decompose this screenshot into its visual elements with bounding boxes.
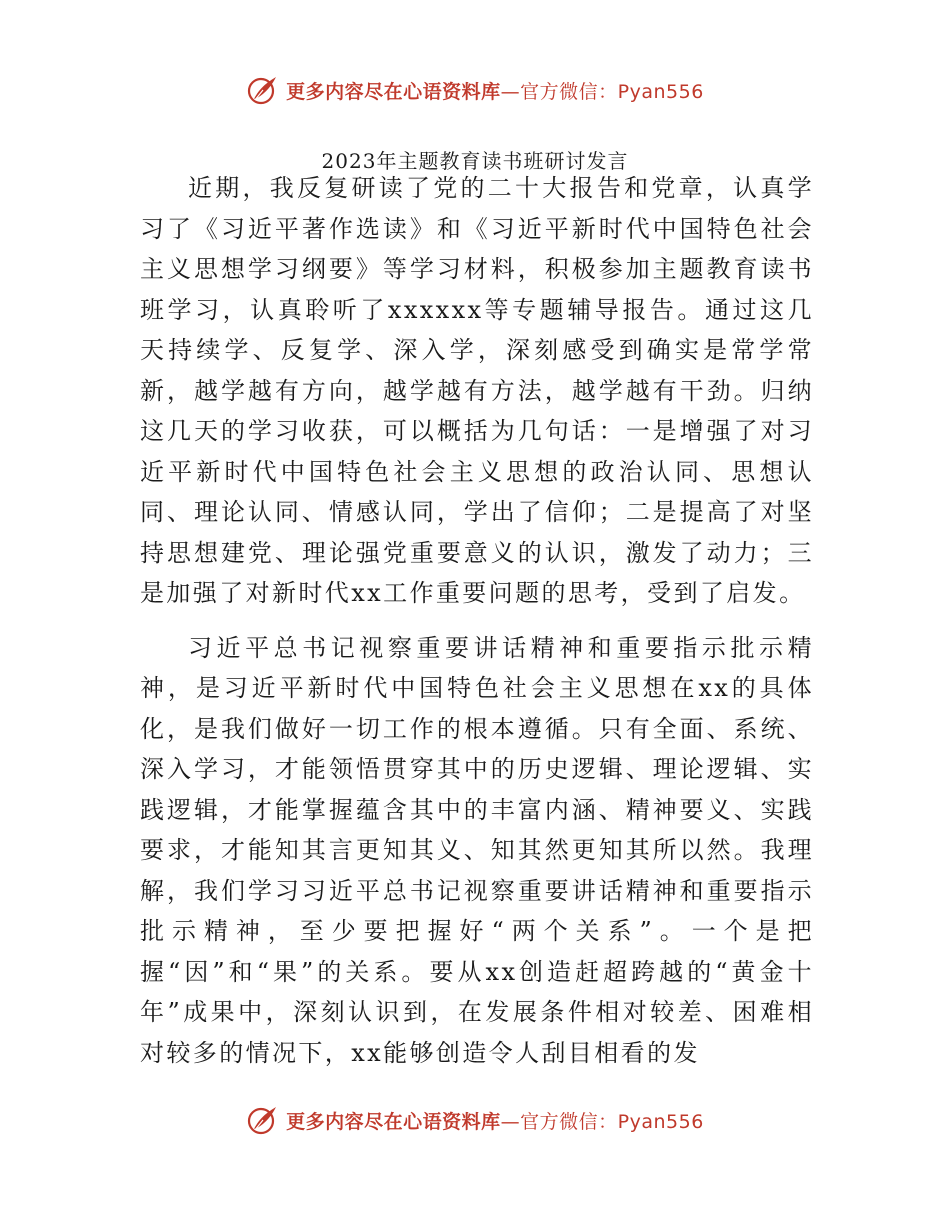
quill-logo-icon (246, 1103, 280, 1137)
banner-sub-text: —官方微信：Pyan556 (500, 1110, 704, 1133)
banner-main-text: 更多内容尽在心语资料库 (286, 80, 501, 103)
document-body (140, 168, 814, 1073)
banner-sub-text: —官方微信：Pyan556 (500, 80, 704, 103)
banner-text (286, 1107, 704, 1134)
quill-logo-icon (246, 73, 280, 107)
banner-main-text: 更多内容尽在心语资料库 (286, 1110, 501, 1133)
document-title: 2023年主题教育读书班研讨发言 (321, 149, 629, 173)
paragraph-2: 习近平总书记视察重要讲话精神和重要指示批示精神，是习近平新时代中国特色社会主义思想在xx的具体化，是我们做好一切工作的根本遵循。只有全面、系统、深入学习，才能领悟贯穿其中的历史逻辑、理论逻辑、实践逻辑，才能掌握蕴含其中的丰富内涵、精神要义、实践要求，才能知其言更知其义、知其然更知其所以然。我理解，我们学习习近平总书记视察重要讲话精神和重要指示批示精神，至少要把握好“两个关系”。一个是把握“因”和“果”的关系。要从xx创造赶超跨越的“黄金十年”成果中，深刻认识到，在发展条件相对较差、困难相对较多的情况下，xx能够创造令人刮目相看的发 (140, 633, 814, 1067)
paragraph-1: 近期，我反复研读了党的二十大报告和党章，认真学习了《习近平著作选读》和《习近平新时代中国特色社会主义思想学习纲要》等学习材料，积极参加主题教育读书班学习，认真聆听了xxxxxx等专题辅导报告。通过这几天持续学、反复学、深入学，深刻感受到确实是常学常新，越学越有方向，越学越有方法，越学越有干劲。归纳这几天的学习收获，可以概括为几句话：一是增强了对习近平新时代中国特色社会主义思想的政治认同、思想认同、理论认同、情感认同，学出了信仰；二是提高了对坚持思想建党、理论强党重要意义的认识，激发了动力；三是加强了对新时代xx工作重要问题的思考，受到了启发。 (140, 174, 814, 607)
header-banner (0, 70, 950, 110)
banner-text (286, 77, 704, 104)
footer-banner (0, 1100, 950, 1140)
